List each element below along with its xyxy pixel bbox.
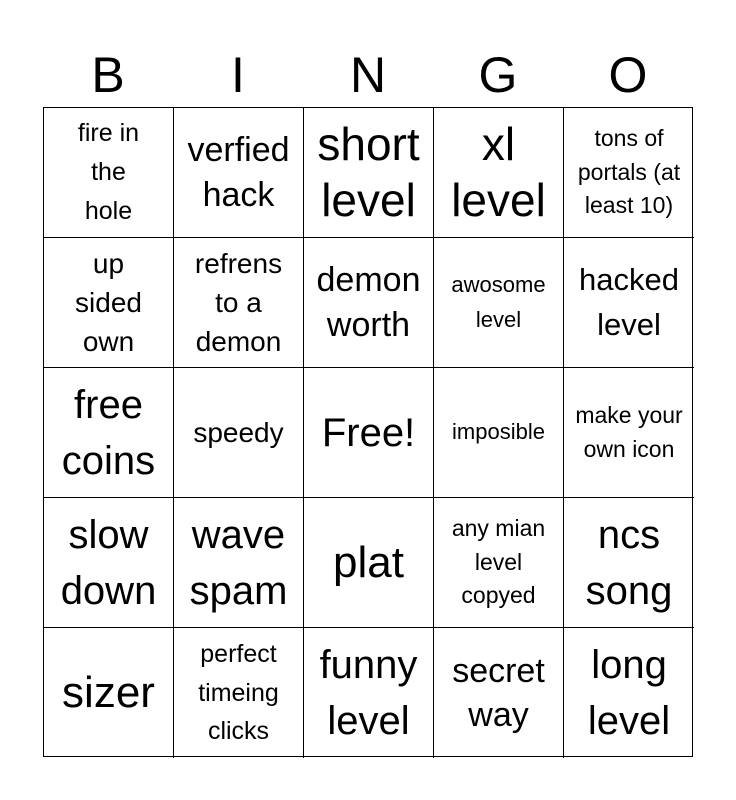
cell-text: refrens to a demon: [194, 247, 283, 358]
bingo-board: [43, 107, 693, 757]
cell-text: ncs song: [585, 512, 673, 613]
bingo-cell[interactable]: [564, 238, 694, 368]
bingo-cell[interactable]: [304, 498, 434, 628]
cell-text: hacked level: [579, 261, 679, 342]
bingo-cell[interactable]: [564, 108, 694, 238]
cell-text: tons of portals (at least 10): [577, 125, 681, 219]
cell-text: verfied hack: [187, 131, 290, 214]
free-space[interactable]: [304, 368, 434, 498]
cell-text: long level: [587, 643, 671, 743]
bingo-cell[interactable]: [434, 108, 564, 238]
bingo-cell[interactable]: [174, 498, 304, 628]
bingo-cell[interactable]: [564, 368, 694, 498]
bingo-cell[interactable]: [44, 498, 174, 628]
cell-text: sizer: [62, 668, 155, 718]
bingo-cell[interactable]: [434, 238, 564, 368]
cell-text: any mian level copyed: [451, 515, 546, 609]
bingo-cell[interactable]: [564, 498, 694, 628]
cell-text: xl level: [451, 118, 546, 226]
header-letter-n: N: [349, 47, 387, 103]
cell-text: make your own icon: [575, 402, 683, 462]
bingo-cell[interactable]: [44, 368, 174, 498]
bingo-cell[interactable]: [174, 108, 304, 238]
bingo-cell[interactable]: [44, 628, 174, 758]
cell-text: funny level: [319, 643, 418, 743]
bingo-cell[interactable]: [44, 108, 174, 238]
cell-text: short level: [317, 118, 420, 226]
cell-text: plat: [333, 537, 404, 587]
cell-text: perfect timeing clicks: [198, 639, 279, 746]
cell-text: demon worth: [316, 261, 421, 344]
cell-text: awosome level: [451, 272, 546, 332]
bingo-cell[interactable]: [174, 368, 304, 498]
header-letter-i: I: [231, 47, 245, 103]
bingo-cell[interactable]: [434, 368, 564, 498]
free-space-label: Free!: [321, 410, 416, 455]
bingo-cell[interactable]: [174, 628, 304, 758]
bingo-cell[interactable]: [304, 108, 434, 238]
cell-text: speedy: [193, 416, 284, 448]
bingo-cell[interactable]: [434, 628, 564, 758]
cell-text: wave spam: [189, 512, 288, 613]
cell-text: imposible: [452, 419, 545, 445]
cell-text: slow down: [60, 512, 157, 613]
cell-text: up sided own: [75, 247, 142, 358]
bingo-cell[interactable]: [304, 238, 434, 368]
bingo-cell[interactable]: [174, 238, 304, 368]
header-letter-b: B: [91, 47, 125, 103]
bingo-header: [43, 44, 693, 106]
header-letter-o: O: [608, 47, 648, 103]
bingo-cell[interactable]: [304, 628, 434, 758]
bingo-cell[interactable]: [434, 498, 564, 628]
bingo-cell[interactable]: [44, 238, 174, 368]
header-letter-g: G: [478, 47, 518, 103]
cell-text: secret way: [452, 651, 545, 734]
cell-text: free coins: [61, 382, 156, 483]
cell-text: fire in the hole: [77, 119, 140, 225]
bingo-cell[interactable]: [564, 628, 694, 758]
